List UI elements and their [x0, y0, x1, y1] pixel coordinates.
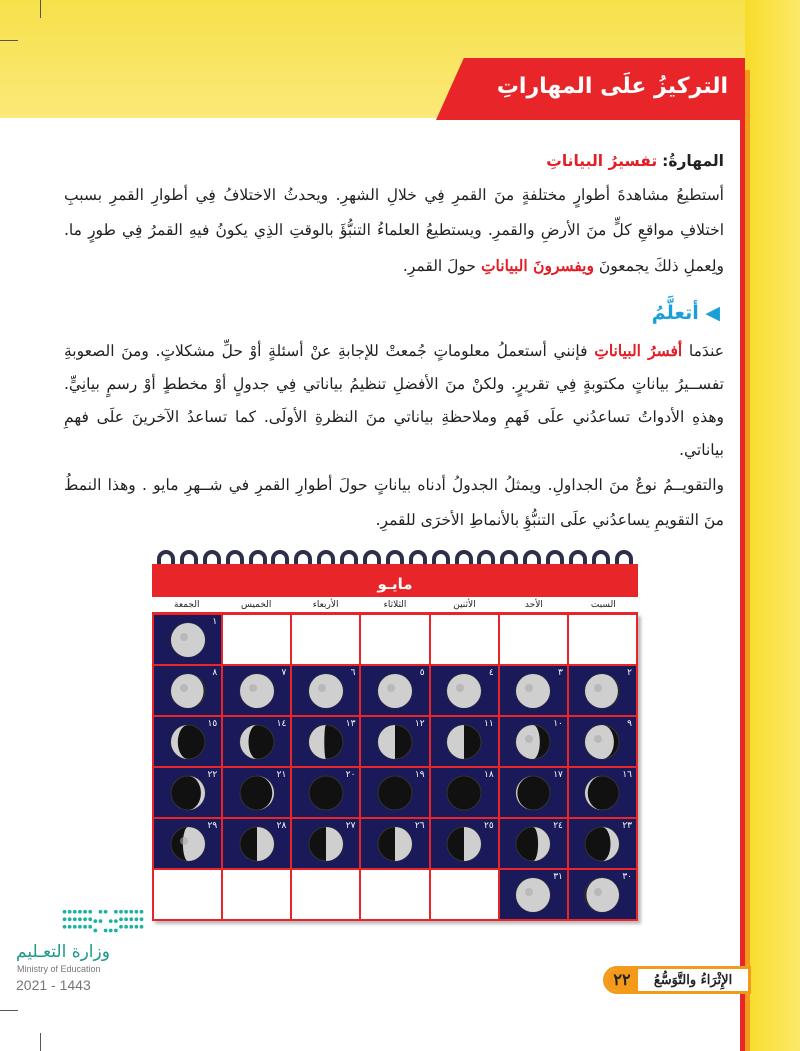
day-number: ٢	[627, 668, 632, 678]
day-number: ٣١	[553, 872, 563, 882]
moon-phase-icon	[169, 672, 207, 710]
day-number: ١٤	[276, 719, 287, 729]
moon-phase-icon	[583, 723, 621, 761]
moon-phase-icon	[514, 672, 552, 710]
calendar-day-cell	[499, 869, 568, 920]
day-number: ١٢	[414, 719, 425, 729]
calendar-day-cell	[499, 767, 568, 818]
page-number: ٢٢	[606, 969, 638, 991]
weekday-label: الأثنين	[453, 600, 476, 610]
calendar-day-cell	[153, 614, 222, 665]
calendar-empty-cell	[222, 614, 291, 665]
day-number: ١٧	[553, 770, 563, 780]
calendar-day-cell	[568, 869, 637, 920]
day-number: ٢٦	[414, 821, 425, 831]
moon-phase-icon	[169, 825, 207, 863]
calendar-day-cell	[291, 665, 360, 716]
banner-title: التركيزُ علَى المهاراتِ	[496, 74, 728, 99]
ministry-name-en: Ministry of Education	[17, 964, 101, 974]
moon-phase-icon	[376, 723, 414, 761]
calendar-day-cell	[360, 716, 429, 767]
moon-phase-icon	[445, 774, 483, 812]
calendar-day-cell	[153, 716, 222, 767]
calendar-empty-cell	[360, 614, 429, 665]
calendar-empty-cell	[568, 614, 637, 665]
weekday-label: الأربعاء	[312, 600, 339, 610]
day-number: ٣٠	[622, 872, 632, 882]
moon-phase-icon	[238, 774, 276, 812]
calendar-month: مايـو	[152, 564, 638, 597]
calendar-day-cell	[568, 818, 637, 869]
weekday-label: الجمعة	[174, 600, 200, 610]
calendar-day-cell	[360, 767, 429, 818]
day-number: ١٦	[622, 770, 632, 780]
calendar-day-cell	[430, 665, 499, 716]
moon-phase-icon	[514, 825, 552, 863]
crop-mark	[0, 40, 18, 41]
calendar-day-cell	[222, 818, 291, 869]
moon-phase-icon	[307, 825, 345, 863]
calendar-empty-cell	[291, 869, 360, 920]
moon-phase-icon	[583, 825, 621, 863]
crop-mark	[0, 1010, 18, 1011]
calendar-empty-cell	[291, 614, 360, 665]
calendar-empty-cell	[430, 869, 499, 920]
weekday-header	[152, 597, 638, 613]
day-number: ٦	[350, 668, 356, 678]
weekday-label: الأحد	[524, 600, 543, 610]
learn-paragraph-1: عندَما أفسرُ البياناتِ فإنني أستعملُ معلوماتٍ جُمعتْ للإجابةِ عنْ أسئلةٍ أوْ حلِّ مشكلاتٍ. ومنَ الصعوبةِ تفســيرُ بياناتٍ مكتوبةٍ فِي تقريرٍ. ولكنْ منَ الأفضلِ تنظيمُ بياناتي فِي جدولٍ أوْ مخططٍ أوْ رسمٍ بيانِيٍّ. وهذهِ الأدواتُ تساعدُني علَى فَهمِ وملاحظةِ بياناتي منَ النظرةِ الأولَى. كما تساعدُ الآخرينَ علَى فهمِ بياناتي.	[64, 341, 724, 459]
calendar-day-cell	[291, 767, 360, 818]
weekday-label: الخميس	[240, 600, 272, 610]
calendar-day-cell	[568, 716, 637, 767]
calendar-day-cell	[499, 818, 568, 869]
day-number: ٢٣	[622, 821, 632, 831]
intro-paragraph: أستطيعُ مشاهدةَ أطوارٍ مختلفةٍ منَ القمرِ فِي خلالِ الشهرِ. ويحدثُ الاختلافُ فِي أطوارِ القمرِ بسببِ اختلافِ مواقعِ كلٍّ منَ الأرضِ والقمرِ. ويستطيعُ العلماءُ التنبُّؤَ بالوقتِ الذِي يكونُ فيهِ القمرُ فِي طورٍ ما. ولِعملِ ذلكَ يجمعونَ ويفسرونَ البياناتِ حولَ القمرِ.	[64, 186, 724, 275]
crop-mark	[40, 1033, 41, 1051]
learn-paragraph-2: والتقويــمُ نوعٌ منَ الجداولِ. ويمثلُ الجدولُ أدناه بياناتٍ حولَ أطوارِ القمرِ في شــهرِ مايو . وهذا النمطُ منَ التقويمِ يساعدُني علَى التنبُّؤِ بالأنماطِ الأخرَى للقمرِ.	[64, 476, 724, 529]
day-number: ١٩	[414, 770, 425, 780]
moon-phase-icon	[307, 774, 345, 812]
moon-phase-icon	[169, 723, 207, 761]
calendar-day-cell	[430, 818, 499, 869]
day-number: ٢٤	[553, 821, 563, 831]
ministry-name-ar: وزارة التعـليم	[16, 942, 110, 962]
ministry-logo-icon	[16, 905, 156, 941]
day-number: ١٥	[207, 719, 218, 729]
calendar-empty-cell	[430, 614, 499, 665]
moon-phase-icon	[583, 876, 621, 914]
day-number: ١٣	[345, 719, 356, 729]
calendar-empty-cell	[153, 869, 222, 920]
arrow-icon: ◀	[705, 302, 720, 324]
moon-phase-icon	[307, 723, 345, 761]
calendar-day-cell	[222, 665, 291, 716]
day-number: ١٠	[553, 719, 563, 729]
calendar-day-cell	[153, 665, 222, 716]
day-number: ٨	[212, 668, 218, 678]
day-number: ٢٥	[484, 821, 494, 831]
calendar-day-cell	[568, 767, 637, 818]
moon-phase-icon	[583, 774, 621, 812]
calendar-day-cell	[153, 767, 222, 818]
day-number: ٣	[558, 668, 563, 678]
moon-phase-icon	[445, 672, 483, 710]
weekday-label: الثلاثاء	[383, 600, 407, 610]
day-number: ٢٠	[345, 770, 356, 780]
calendar-empty-cell	[360, 869, 429, 920]
moon-phase-icon	[445, 723, 483, 761]
moon-phase-icon	[445, 825, 483, 863]
crop-mark	[40, 0, 41, 18]
calendar-day-cell	[430, 767, 499, 818]
calendar-empty-cell	[499, 614, 568, 665]
moon-phase-icon	[376, 825, 414, 863]
moon-phase-icon	[238, 723, 276, 761]
day-number: ٢٧	[345, 821, 356, 831]
calendar-day-cell	[153, 818, 222, 869]
calendar-day-cell	[291, 818, 360, 869]
moon-phase-icon	[514, 876, 552, 914]
calendar-day-cell	[360, 818, 429, 869]
moon-phase-icon	[238, 672, 276, 710]
calendar-day-cell	[360, 665, 429, 716]
footer-label: الإِثْرَاءُ والتَّوَسُّعُ	[653, 972, 733, 988]
orange-divider	[745, 70, 750, 1051]
moon-phase-icon	[376, 774, 414, 812]
moon-phase-icon	[514, 723, 552, 761]
calendar-day-cell	[499, 716, 568, 767]
day-number: ٢٨	[276, 821, 287, 831]
calendar-empty-cell	[222, 869, 291, 920]
calendar-day-cell	[430, 716, 499, 767]
day-number: ١	[212, 617, 218, 627]
right-margin-strip	[745, 0, 800, 1051]
calendar-day-cell	[499, 665, 568, 716]
skill-name: تفسيرُ البياناتِ	[546, 152, 658, 170]
weekday-label: السبت	[590, 600, 616, 610]
calendar-day-cell	[291, 716, 360, 767]
calendar-day-cell	[222, 716, 291, 767]
moon-phase-icon	[514, 774, 552, 812]
day-number: ٩	[627, 719, 632, 729]
day-number: ١١	[484, 719, 494, 729]
learn-heading: ◀ أتعلَّمُ	[651, 302, 720, 324]
moon-phase-icon	[169, 774, 207, 812]
skill-heading: المهارةُ: تفسيرُ البياناتِ	[546, 152, 724, 170]
moon-phase-icon	[169, 621, 207, 659]
moon-phase-icon	[307, 672, 345, 710]
moon-phase-icon	[238, 825, 276, 863]
calendar-grid	[152, 613, 638, 921]
edition-year: 2021 - 1443	[16, 977, 91, 993]
day-number: ٥	[419, 668, 425, 678]
section-footer	[603, 966, 751, 994]
day-number: ٢١	[276, 770, 287, 780]
moon-phase-icon	[583, 672, 621, 710]
day-number: ٤	[488, 668, 494, 678]
moon-phase-icon	[376, 672, 414, 710]
day-number: ٢٢	[207, 770, 218, 780]
calendar-day-cell	[222, 767, 291, 818]
day-number: ٧	[281, 668, 287, 678]
day-number: ١٨	[484, 770, 494, 780]
day-number: ٢٩	[207, 821, 218, 831]
calendar-day-cell	[568, 665, 637, 716]
